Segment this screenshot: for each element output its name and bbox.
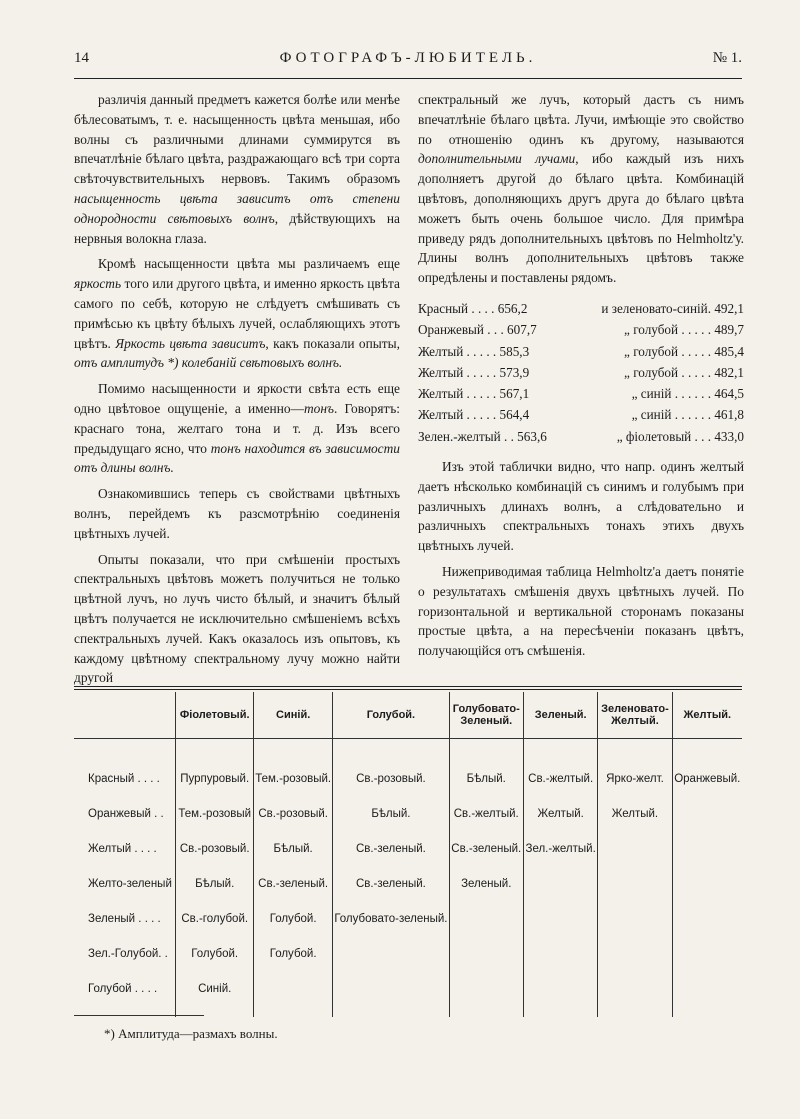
complementary-right: „ фіолетовый . . . 433,0 [616,428,744,444]
mix-result-cell: Ярко-желт. [598,769,672,804]
paragraph-tone [74,379,400,478]
mix-result-cell [598,874,672,909]
column-header: Желтый. [672,692,742,739]
mix-result-cell [524,909,598,944]
complementary-left: Желтый . . . . . 564,4 [418,407,530,423]
mix-result-cell: Зел.-желтый. [524,839,598,874]
text-run: , ибо каждый изъ нихъ дополняетъ другой до бѣлаго цвѣта. Комбинацій цвѣтовъ, дополняющихъ другъ друга до бѣлаго цвѣта можетъ быть очень большое число. Для примѣра приведу рядъ дополнительныхъ цвѣтовъ по Helmholtz'у. Длины волнъ дополнительныхъ цвѣтовъ также опредѣлены и поставлены рядомъ. [418,151,744,286]
text-run: спектральный же лучъ, который дастъ съ нимъ впечатлѣніе бѣлаго цвѣта. Лучи, имѣющіе это свойство по отношенію одинъ къ другому, называются [418,92,744,147]
column-header: Зеленовато-Желтый. [598,692,672,739]
complementary-left: Оранжевый . . . 607,7 [418,322,537,338]
emphasis: отъ амплитудъ *) колебаній свѣтовыхъ волнъ. [74,355,343,371]
complementary-left: Зелен.-желтый . . 563,6 [418,428,547,444]
table-row [74,804,742,839]
mix-result-cell [672,874,742,909]
column-header: Фіолетовый. [176,692,254,739]
emphasis: насыщенность цвѣта зависитъ отъ степени однородности свѣтовыхъ волнъ [74,190,400,226]
mix-result-cell: Тем.-розовый. [253,769,332,804]
spacer-cell [253,739,332,770]
mix-result-cell: Св.-розовый. [333,769,449,804]
complementary-left: Желтый . . . . . 573,9 [418,364,530,380]
mix-result-cell [524,874,598,909]
complementary-right: „ синій . . . . . . 461,8 [631,407,744,423]
mix-result-cell: Голубой. [176,944,254,979]
mix-result-cell [449,944,524,979]
footnote: *) Амплитуда—размахъ волны. [104,1026,278,1041]
mix-result-cell: Синій. [176,979,254,1017]
color-mixing-table [74,692,742,1017]
spacer-cell [672,739,742,770]
mix-result-cell: Св.-зеленый. [253,874,332,909]
right-column [418,90,744,661]
text-run: того или другого цвѣта, и именно яркость цвѣта самого по себѣ, которую не слѣдуетъ смѣшивать съ примѣсью къ цвѣту бѣлыхъ лучей, ослабляющихъ этотъ цвѣтъ. [74,276,400,351]
mix-result-cell [524,979,598,1017]
mix-result-cell: Св.-розовый. [176,839,254,874]
mix-result-cell [524,944,598,979]
mix-result-cell: Голубовато-зеленый. [333,909,449,944]
text-run: . Говорятъ: краснаго тона, желтаго тона и т. д. Изъ всего предыдущаго ясно, что [74,400,401,456]
mix-result-cell [598,909,672,944]
complementary-row [418,341,744,362]
spacer-cell [598,739,672,770]
paragraph-saturation [74,90,400,248]
row-label: Желто-зеленый [74,874,176,909]
complementary-left: Желтый . . . . . 567,1 [418,386,530,402]
table-row [74,944,742,979]
paragraph-experiments: Опыты показали, что при смѣшеніи простыхъ спектральныхъ цвѣтовъ можетъ получиться не только цвѣтной лучъ, но лучъ чисто бѣлый, и значитъ бѣлый цвѣтъ получается не исключительно смѣшеніемъ всѣхъ спектральныхъ лучей. Какъ оказалось изъ опытовъ, къ каждому цвѣтному спектральному лучу можно найти другой [74,551,400,686]
complementary-row [418,362,744,383]
complementary-row [418,298,744,319]
complementary-row [418,319,744,340]
emphasis: Яркость цвѣта зависитъ [115,335,266,351]
table-row [74,874,742,909]
left-column [74,90,400,688]
table-row [74,909,742,944]
mix-result-cell [672,839,742,874]
complementary-right: „ синій . . . . . . 464,5 [631,386,744,402]
table-row [74,839,742,874]
paragraph-complementary [418,90,744,288]
mix-result-cell: Бѣлый. [449,769,524,804]
emphasis: яркость [74,276,122,292]
row-label: Голубой . . . . [74,979,176,1017]
mix-result-cell: Бѣлый. [333,804,449,839]
mix-result-cell [598,839,672,874]
mix-result-cell [333,979,449,1017]
text-run: различія данный предметъ кажется болѣе или менѣе бѣлесоватымъ, т. е. насыщенность цвѣта меньшая, ибо волны съ различными длинами суммирутся въ впечатлѣніе бѣлаго цвѣта, раздражающаго всѣ три сорта свѣточувствительныхъ нервовъ. Такимъ образомъ [74,92,400,187]
mix-result-cell: Оранжевый. [674,773,741,785]
mix-result-cell: Св.-зеленый. [449,839,524,874]
issue-number: № 1. [712,50,742,66]
paragraph-transition: Ознакомившись теперь съ свойствами цвѣтныхъ волнъ, перейдемъ къ разсмотрѣнію соединенія цвѣтныхъ лучей. [74,486,400,541]
emphasis: дополнительными лучами [418,151,576,167]
complementary-row [418,426,744,447]
mix-result-cell: Св.-зеленый. [333,839,449,874]
column-header: Зеленый. [524,692,598,739]
mix-result-cell: Зеленый. [449,874,524,909]
mix-result-cell: Голубой. [253,909,332,944]
table-top-rule-2 [74,689,742,690]
row-label: Оранжевый . . [74,804,176,839]
complementary-right: и зеленовато-синій. 492,1 [601,300,744,316]
mix-result-cell: Бѣлый. [253,839,332,874]
mix-result-cell: Желтый. [524,804,598,839]
mix-result-cell [672,804,742,839]
row-label: Желтый . . . . [74,839,176,874]
text-run: , какъ показали опыты, [265,335,400,351]
mix-result-cell: Пурпуровый. [176,769,254,804]
table-row [74,769,742,804]
mix-result-cell: Голубой. [253,944,332,979]
mix-result-cell [672,909,742,944]
spacer-cell [176,739,254,770]
mix-result-cell: Св.-желтый. [524,769,598,804]
header-rule [74,78,742,79]
page-header [74,50,742,72]
emphasis: тонъ [303,400,334,416]
text-run: Помимо насыщенности и яркости свѣта есть еще одно цвѣтовое ощущеніе, а именно— [74,381,400,416]
complementary-right: „ голубой . . . . . 482,1 [624,364,744,380]
table-row [74,979,742,1017]
mix-result-cell [449,979,524,1017]
row-label: Красный . . . . [74,769,176,804]
mix-result-cell: Св.-голубой. [176,909,254,944]
mix-result-cell: Св.-желтый. [449,804,524,839]
paragraph-table-note: Изъ этой таблички видно, что напр. одинъ желтый даетъ нѣсколько комбинацій съ синимъ и голубымъ при различныхъ длинахъ волнъ, а слѣдовательно и различныхъ спектральныхъ тонахъ этихъ двухъ цвѣтныхъ лучей. [418,459,744,554]
mix-result-cell: Бѣлый. [176,874,254,909]
page-number: 14 [74,50,89,66]
footnote-rule [74,1015,204,1016]
mix-result-cell [598,979,672,1017]
complementary-row [418,404,744,425]
complementary-left: Желтый . . . . . 585,3 [418,343,530,359]
complementary-left: Красный . . . . 656,2 [418,300,528,316]
complementary-colors-table [418,298,744,447]
row-label: Зеленый . . . . [74,909,176,944]
mix-result-cell: Св.-розовый. [253,804,332,839]
complementary-right: „ голубой . . . . . 489,7 [624,322,744,338]
mix-result-cell [333,944,449,979]
paragraph-helmholtz: Нижеприводимая таблица Helmholtz'а даетъ понятіе о результатахъ смѣшенія двухъ цвѣтныхъ лучей. По горизонтальной и вертикальной сторонамъ показаны простые цвѣта, а на пересѣченіи показанъ цвѣтъ, получающійся отъ смѣшенія. [418,564,744,659]
journal-title: ФОТОГРАФЪ-ЛЮБИТЕЛЬ. [279,50,537,66]
paragraph-brightness [74,254,400,373]
mix-result-cell [598,944,672,979]
mix-result-cell: Тем.-розовый [176,804,254,839]
emphasis: тонъ находится въ зависимости отъ длины волнъ. [74,440,400,476]
text-run: Кромѣ насыщенности цвѣта мы различаемъ еще [98,256,400,272]
spacer-row [74,739,742,770]
spacer-cell [524,739,598,770]
spacer-cell [74,739,176,770]
spacer-cell [449,739,524,770]
spacer-cell [333,739,449,770]
mix-result-cell: Желтый. [598,804,672,839]
row-label: Зел.-Голубой. . [74,944,176,979]
mix-result-cell [449,909,524,944]
column-header: Голубой. [333,692,449,739]
text-run: , дѣйствующихъ на нервныя волокна глаза. [74,210,400,246]
complementary-row [418,383,744,404]
column-header: Синій. [253,692,332,739]
column-header: Голубовато-Зеленый. [449,692,524,739]
mix-result-cell [672,979,742,1017]
complementary-right: „ голубой . . . . . 485,4 [624,343,744,359]
corner-cell [74,692,176,739]
mix-result-cell [253,979,332,1017]
mix-result-cell: Св.-зеленый. [333,874,449,909]
mix-result-cell [672,944,742,979]
table-top-rule [74,686,742,687]
